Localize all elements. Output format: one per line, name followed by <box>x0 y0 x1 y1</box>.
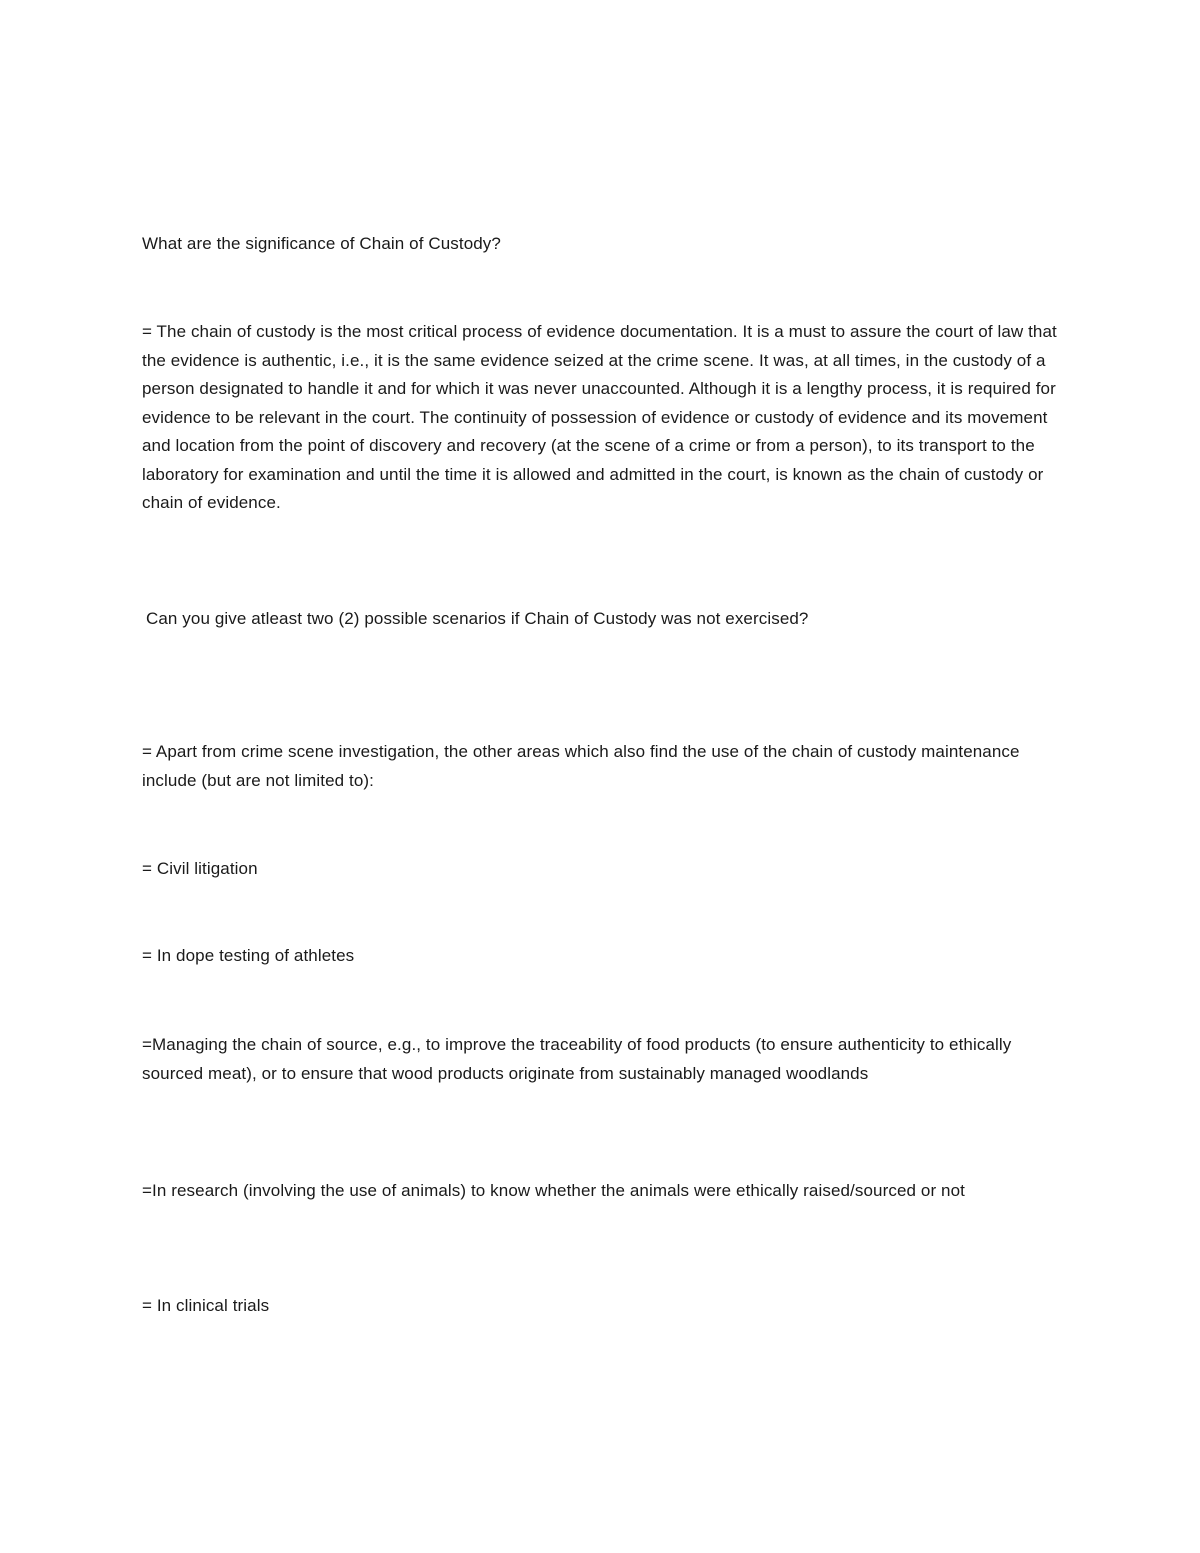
answer-scenarios-intro: = Apart from crime scene investigation, the other areas which also find the use of the chain of custody maintenance include (but are not limited to): <box>142 742 1020 790</box>
list-item-animal-research: =In research (involving the use of animals) to know whether the animals were ethically raised/sourced or not <box>142 1181 965 1200</box>
question-scenarios: Can you give atleast two (2) possible scenarios if Chain of Custody was not exercised? <box>146 609 809 628</box>
list-item-civil-litigation: = Civil litigation <box>142 859 258 878</box>
question-significance: What are the significance of Chain of Custody? <box>142 234 501 253</box>
list-item-clinical-trials: = In clinical trials <box>142 1296 270 1315</box>
answer-significance: = The chain of custody is the most critical process of evidence documentation. It is a must to assure the court of law that the evidence is authentic, i.e., it is the same evidence seized at the crime scene. It was, at all times, in the custody of a person designated to handle it and for which it was never unaccounted. Although it is a lengthy process, it is required for evidence to be relevant in the court. The continuity of possession of evidence or custody of evidence and its movement and location from the point of discovery and recovery (at the scene of a crime or from a person), to its transport to the laboratory for examination and until the time it is allowed and admitted in the court, is known as the chain of custody or chain of evidence. <box>142 322 1057 512</box>
list-item-dope-testing: = In dope testing of athletes <box>142 946 355 965</box>
list-item-chain-of-source: =Managing the chain of source, e.g., to improve the traceability of food products (to ensure authenticity to ethically sourced meat), or to ensure that wood products originate from sustainably managed woodlands <box>142 1035 1012 1083</box>
